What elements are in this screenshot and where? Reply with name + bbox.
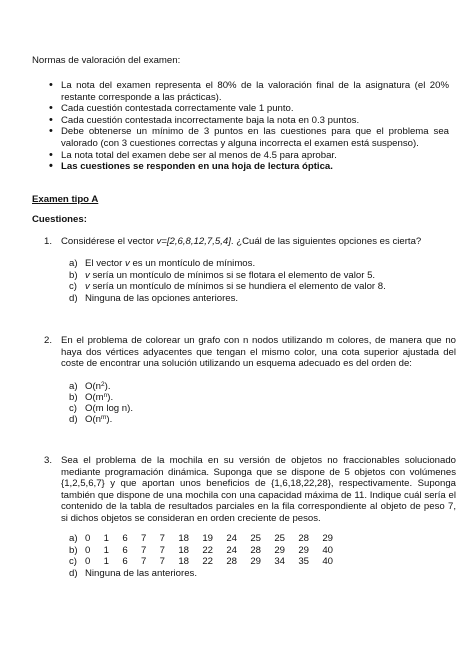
option-a[interactable] xyxy=(69,258,386,270)
option-exponent: m xyxy=(101,414,107,421)
question-3-options xyxy=(69,533,333,579)
question-2-text: En el problema de colorear un grafo con n nodos utilizando m colores, de manera que no haya dos vértices adyacentes que tengan el mismo color, una cota superior ajustada del coste de encontrar una solución utilizando un esquema adecuado es del orden de: xyxy=(61,335,456,370)
rules-list xyxy=(49,80,449,173)
option-a[interactable] xyxy=(69,533,333,545)
rule-item: • Debe obtenerse un mínimo de 3 puntos en las cuestiones para que el problema sea valorado (con 3 cuestiones correctas y alguna incorrecta el examen está suspenso). xyxy=(49,126,449,149)
question-number: 2. xyxy=(43,335,52,346)
option-text: O(n xyxy=(85,381,101,392)
option-text: ). xyxy=(104,381,111,392)
question-1-text xyxy=(61,236,456,248)
option-var: v xyxy=(125,258,130,269)
option-text: O(m log n). xyxy=(85,403,133,414)
option-c[interactable] xyxy=(69,281,386,293)
rule-item-bold: • Las cuestiones se responden en una hoja de lectura óptica. xyxy=(49,161,449,173)
option-letter: a) xyxy=(69,258,78,269)
option-text: ). xyxy=(107,392,114,403)
option-letter: b) xyxy=(69,269,78,281)
question-2-options xyxy=(69,381,133,425)
rule-item: • Cada cuestión contestada correctamente vale 1 punto. xyxy=(49,103,449,115)
question-text-part: Considérese el vector xyxy=(61,236,157,247)
rule-item: • Cada cuestión contestada incorrectamente baja la nota en 0.3 puntos. xyxy=(49,115,449,127)
option-letter: b) xyxy=(69,392,78,403)
option-d[interactable] xyxy=(69,293,386,305)
question-3-text: Sea el problema de la mochila en su versión de objetos no fraccionables solucionado mediante programación dinámica. Suponga que se dispone de 5 objetos con volúmenes {1,2,5,6,7} y que aportan unos beneficios de {1,6,18,22,28}, respectivamente. Suponga también que dispone de una mochila con una capacidad máxima de 11. Indique cuál sería el contenido de la tabla de resultados parciales en la fila correspondiente al objeto de peso 7, si dichos objetos se consideran en orden creciente de pesos. xyxy=(61,455,456,524)
option-letter: c) xyxy=(69,556,77,568)
option-b[interactable] xyxy=(69,545,333,557)
option-text: El vector xyxy=(85,258,125,269)
section-title: Cuestiones: xyxy=(32,214,87,225)
option-text: Ninguna de las anteriores. xyxy=(85,567,197,579)
option-text: O(m xyxy=(85,392,104,403)
option-letter: d) xyxy=(69,414,78,425)
option-letter: d) xyxy=(69,567,78,579)
option-text: sería un montículo de mínimos si se flotara el elemento de valor 5. xyxy=(89,269,376,281)
option-text: O(n xyxy=(85,414,101,425)
option-letter: a) xyxy=(69,533,78,544)
option-b[interactable] xyxy=(69,392,133,403)
option-letter: b) xyxy=(69,544,78,556)
option-c[interactable] xyxy=(69,403,133,414)
rules-heading: Normas de valoración del examen: xyxy=(32,55,181,66)
option-text: Ninguna de las opciones anteriores. xyxy=(85,292,239,304)
option-letter: d) xyxy=(69,292,78,304)
question-number: 1. xyxy=(43,236,52,247)
option-letter: c) xyxy=(69,403,77,414)
question-1-options xyxy=(69,258,386,304)
question-number: 3. xyxy=(43,455,52,466)
option-letter: a) xyxy=(69,381,78,392)
option-values: 0 1 6 7 7 18 19 24 25 25 28 29 xyxy=(85,533,334,544)
option-b[interactable] xyxy=(69,270,386,282)
option-c[interactable] xyxy=(69,556,333,568)
option-var: v xyxy=(85,281,90,293)
option-d[interactable] xyxy=(69,568,333,580)
question-text-part: . ¿Cuál de las siguientes opciones es cierta? xyxy=(230,236,422,247)
option-exponent: 2 xyxy=(101,381,105,388)
option-d[interactable] xyxy=(69,414,133,425)
option-values: 0 1 6 7 7 18 22 28 29 34 35 40 xyxy=(85,556,334,568)
option-text: es un montículo de mínimos. xyxy=(129,258,256,269)
option-text: sería un montículo de mínimos si se hundiera el elemento de valor 8. xyxy=(89,281,386,293)
option-values: 0 1 6 7 7 18 22 24 28 29 29 40 xyxy=(85,544,334,556)
option-text: ). xyxy=(106,414,113,425)
option-exponent: n xyxy=(103,392,108,399)
option-var: v xyxy=(85,269,90,281)
rule-item: • La nota del examen representa el 80% de la valoración final de la asignatura (el 20% restante corresponde a las prácticas). xyxy=(49,80,449,103)
option-a[interactable] xyxy=(69,381,133,392)
option-letter: c) xyxy=(69,281,77,293)
exam-type-title: Examen tipo A xyxy=(32,194,99,205)
vector-expression: v=[2,6,8,12,7,5,4] xyxy=(156,236,231,247)
rule-item: • La nota total del examen debe ser al menos de 4.5 para aprobar. xyxy=(49,150,449,162)
